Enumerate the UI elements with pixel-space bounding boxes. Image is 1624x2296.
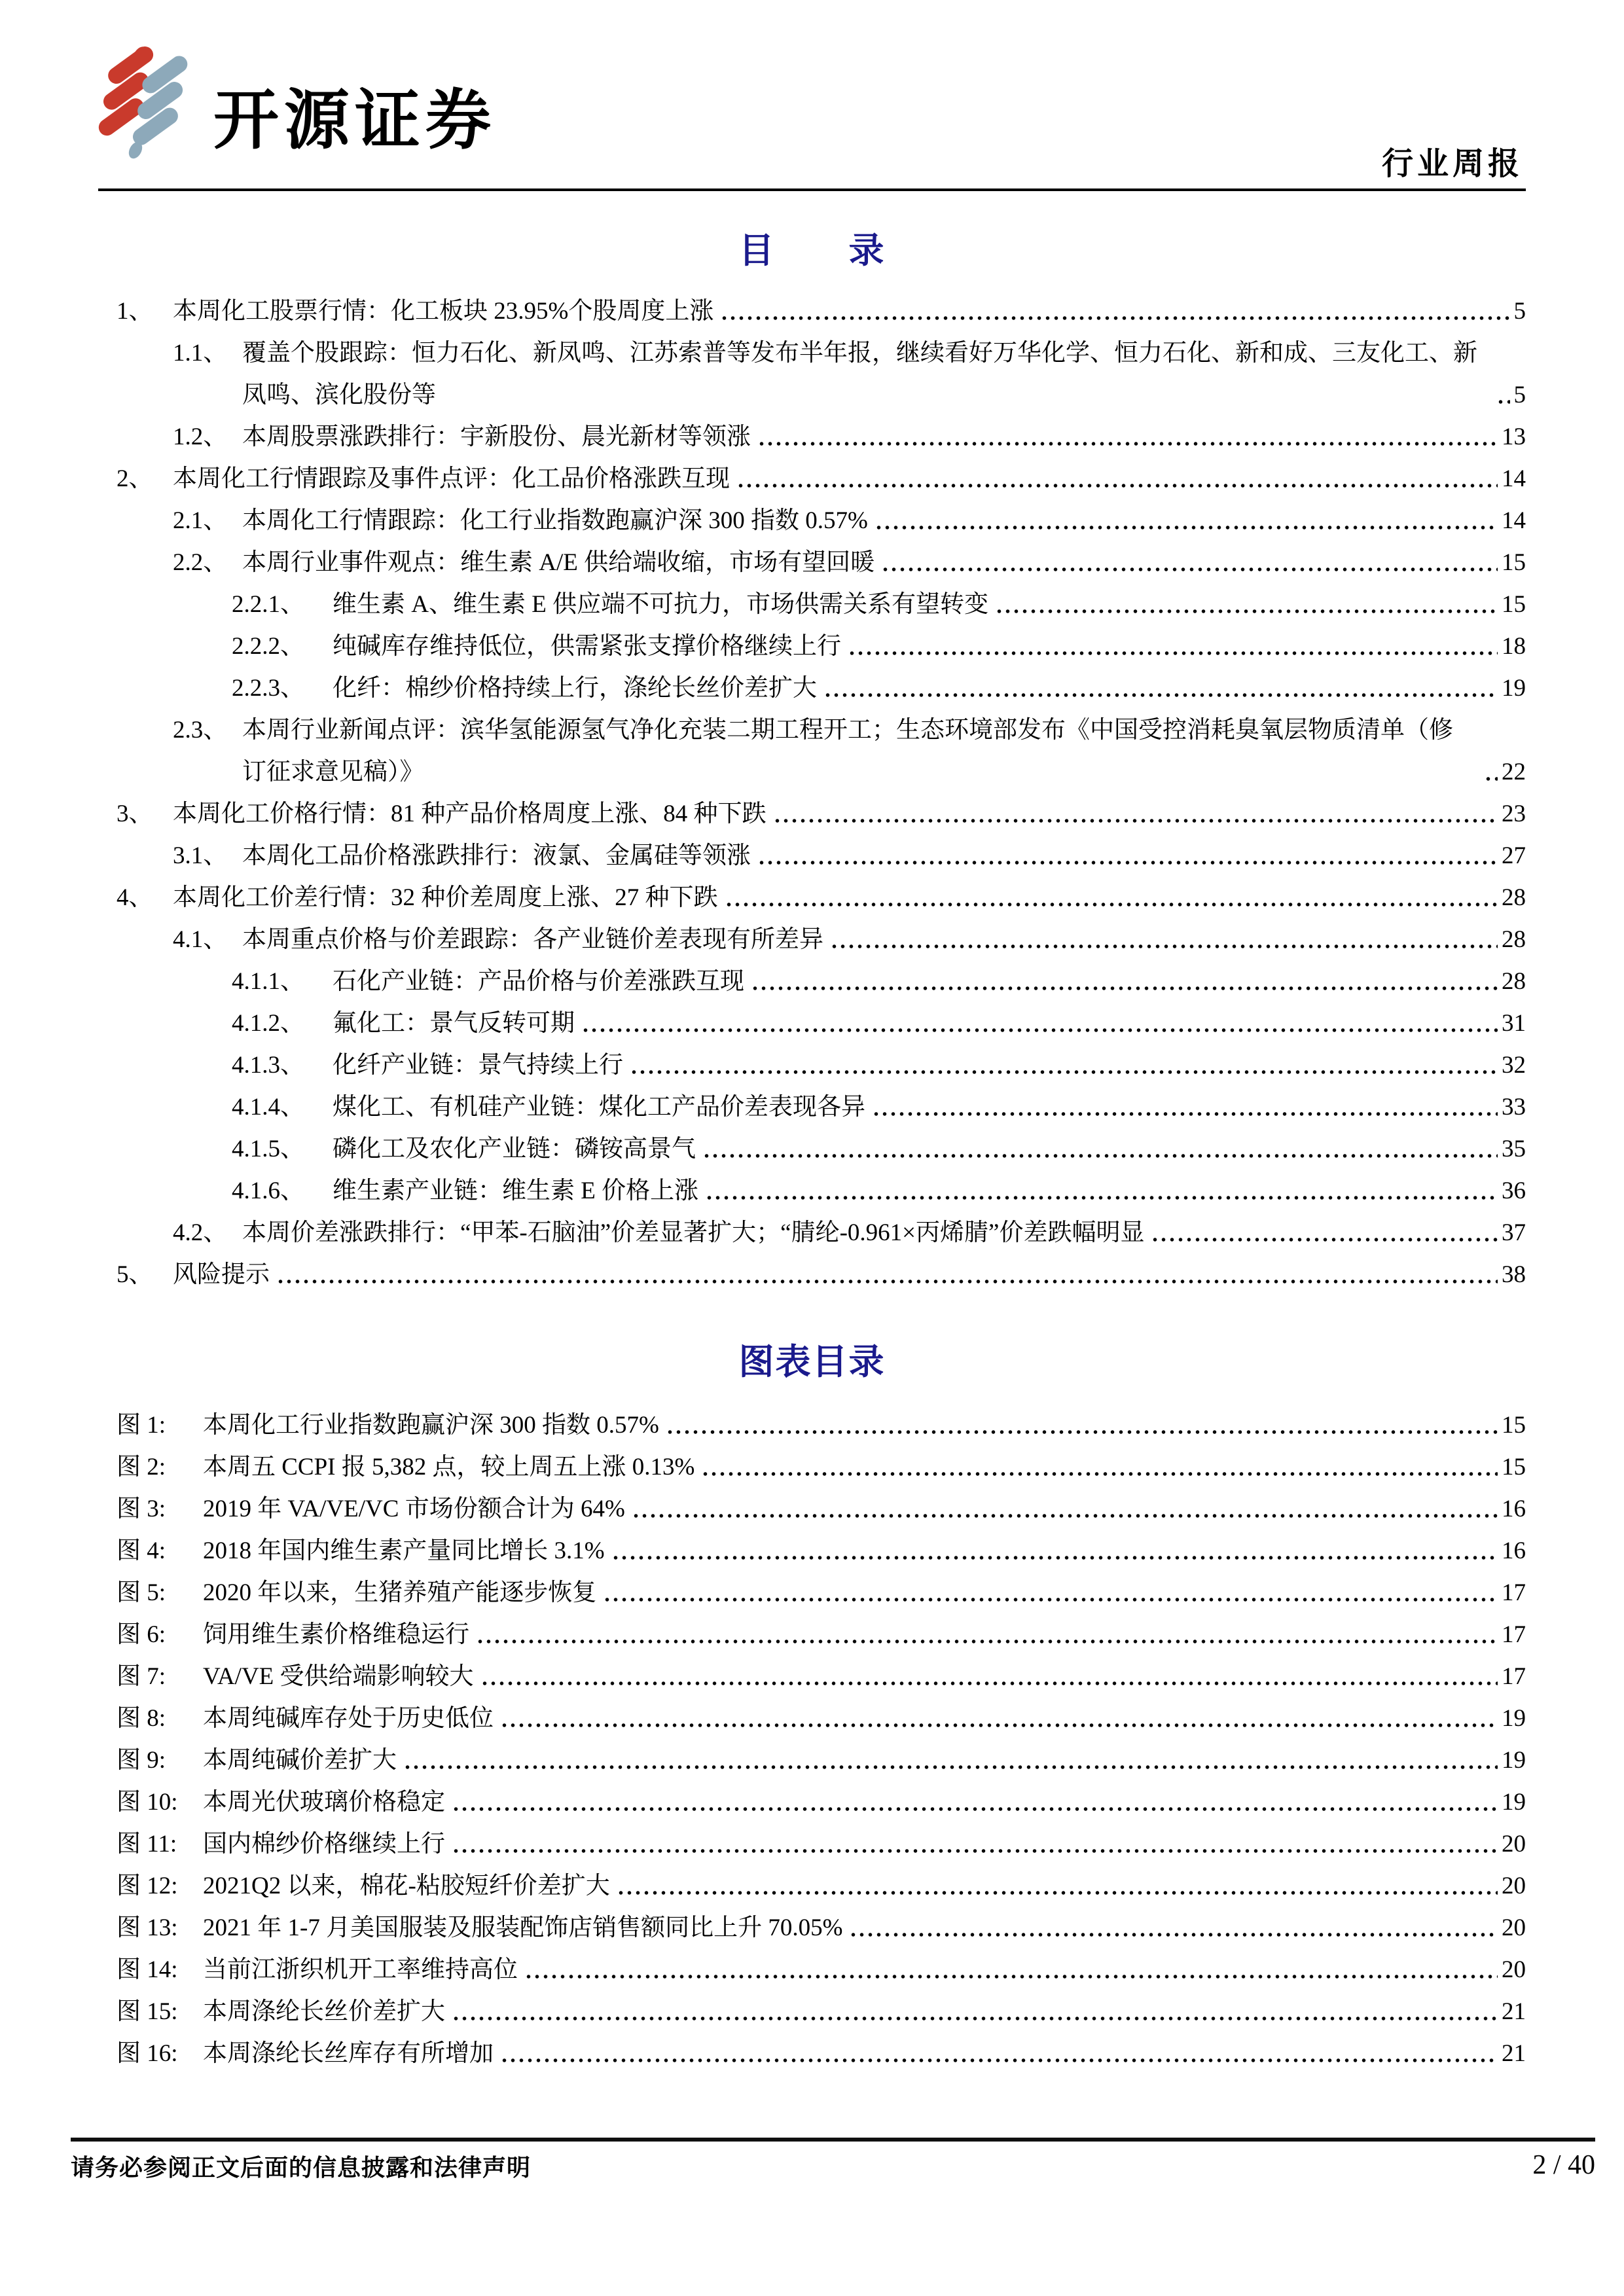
toc-entry-number: 4.1.6、 (232, 1177, 304, 1204)
toc-entry-page: 14 (1502, 507, 1526, 534)
toc-entry-page: 35 (1502, 1136, 1526, 1162)
toc-entry-number: 图 1: (117, 1412, 166, 1439)
toc-entry[interactable] (117, 1656, 1526, 1698)
toc-entry[interactable] (117, 1907, 1526, 1949)
dot-leader (757, 416, 1498, 458)
toc-entry[interactable] (117, 1405, 1526, 1446)
dot-leader (611, 1530, 1498, 1572)
toc-entry[interactable] (117, 1823, 1526, 1865)
toc-entry-number: 4.1.5、 (232, 1136, 304, 1162)
toc-entry-page: 13 (1502, 423, 1526, 450)
toc-entry-title: 本周光伏玻璃价格稳定 (203, 1789, 445, 1816)
toc-entry-title: 2020 年以来，生猪养殖产能逐步恢复 (203, 1579, 597, 1606)
dot-leader (757, 835, 1498, 877)
toc-entry-page: 28 (1502, 926, 1526, 953)
toc-entry-number: 5、 (117, 1261, 153, 1288)
toc-entry-number: 4.1.4、 (232, 1094, 304, 1121)
toc-entry-number: 4、 (117, 884, 153, 911)
toc-entry-number: 4.2、 (173, 1219, 228, 1246)
toc-entry-number: 4.1.3、 (232, 1052, 304, 1079)
dot-leader (603, 1572, 1498, 1614)
toc-entry-title: 维生素 A、维生素 E 供应端不可抗力，市场供需关系有望转变 (333, 591, 989, 618)
dot-leader (701, 1446, 1498, 1488)
toc-entry-page: 14 (1502, 465, 1526, 492)
toc-entry-page: 22 (1502, 759, 1526, 785)
dot-leader (736, 458, 1498, 500)
toc-entry-number: 图 3: (117, 1496, 166, 1522)
toc-entry-title: 煤化工、有机硅产业链：煤化工产品价差表现各异 (333, 1094, 865, 1121)
toc-entry-title: 本周化工股票行情：化工板块 23.95%个股周度上涨 (173, 298, 714, 325)
toc-entry-page: 5 (1513, 382, 1526, 408)
toc-entry[interactable] (117, 1614, 1526, 1656)
toc-entry-title: 本周化工价差行情：32 种价差周度上涨、27 种下跌 (173, 884, 718, 911)
figures-list (98, 1405, 1526, 2075)
toc-list (98, 291, 1526, 1296)
toc-entry-page: 38 (1502, 1261, 1526, 1288)
dot-leader (452, 1782, 1498, 1823)
toc-entry-page: 20 (1502, 1873, 1526, 1899)
toc-entry-title: 2021 年 1-7 月美国服装及服装配饰店销售额同比上升 70.05% (203, 1914, 843, 1941)
wheat-sheaf-icon (94, 42, 200, 160)
brand-name: 开源证券 (213, 84, 496, 157)
toc-entry-title: 维生素产业链：维生素 E 价格上涨 (333, 1177, 699, 1204)
toc-entry-number: 4.1.2、 (232, 1010, 304, 1037)
dot-leader (751, 961, 1498, 1003)
dot-leader (632, 1488, 1498, 1530)
toc-entry-title: 磷化工及农化产业链：磷铵高景气 (333, 1136, 696, 1162)
toc-entry[interactable] (117, 1865, 1526, 1907)
toc-entry[interactable] (117, 500, 1526, 542)
page-number: 2 / 40 (1532, 2150, 1595, 2180)
toc-entry-number: 图 7: (117, 1663, 166, 1690)
toc-entry-number: 2.1、 (173, 507, 228, 534)
dot-leader (773, 793, 1498, 835)
toc-entry[interactable] (117, 709, 1526, 793)
toc-entry[interactable] (117, 919, 1526, 961)
toc-entry-number: 图 10: (117, 1789, 178, 1816)
toc-entry-number: 2.2.1、 (232, 591, 304, 618)
toc-entry-page: 20 (1502, 1956, 1526, 1983)
toc-entry-number: 图 14: (117, 1956, 178, 1983)
toc-entry-page: 17 (1502, 1579, 1526, 1606)
toc-entry-number: 图 5: (117, 1579, 166, 1606)
dot-leader (500, 2033, 1498, 2075)
toc-entry[interactable] (117, 1170, 1526, 1212)
toc-entry-title: 本周化工品价格涨跌排行：液氯、金属硅等领涨 (242, 842, 751, 869)
toc-entry[interactable] (117, 1212, 1526, 1254)
toc-entry-title: 覆盖个股跟踪：恒力石化、新凤鸣、江苏索普等发布半年报，继续看好万华化学、恒力石化、新和成、三友化工、新凤鸣、滨化股份等 (242, 340, 1477, 408)
page-header (98, 0, 1526, 191)
toc-entry[interactable] (117, 626, 1526, 668)
toc-entry-number: 4.1、 (173, 926, 228, 953)
toc-entry-number: 2、 (117, 465, 153, 492)
toc-entry-page: 19 (1502, 1705, 1526, 1732)
toc-entry[interactable] (117, 1572, 1526, 1614)
dot-leader (875, 500, 1498, 542)
toc-entry-page: 36 (1502, 1177, 1526, 1204)
toc-entry-title: 本周化工行业指数跑赢沪深 300 指数 0.57% (203, 1412, 659, 1439)
toc-entry-page: 31 (1502, 1010, 1526, 1037)
toc-entry-number: 图 11: (117, 1831, 177, 1857)
toc-entry[interactable] (117, 1254, 1526, 1296)
toc-entry-page: 32 (1502, 1052, 1526, 1079)
dot-leader (702, 1128, 1498, 1170)
toc-entry[interactable] (117, 2033, 1526, 2075)
toc-entry-title: 化纤产业链：景气持续上行 (333, 1052, 623, 1079)
dot-leader (1484, 751, 1498, 793)
toc-entry[interactable] (117, 458, 1526, 500)
dot-leader (1151, 1212, 1498, 1254)
toc-entry-page: 16 (1502, 1537, 1526, 1564)
toc-entry-title: 石化产业链：产品价格与价差涨跌互现 (333, 968, 744, 995)
toc-entry[interactable] (117, 1782, 1526, 1823)
dot-leader (881, 542, 1498, 584)
dot-leader (849, 1907, 1498, 1949)
toc-entry-title: 2019 年 VA/VE/VC 市场份额合计为 64% (203, 1496, 625, 1522)
toc-entry-number: 图 9: (117, 1747, 166, 1774)
toc-entry-page: 5 (1513, 298, 1526, 325)
dot-leader (581, 1003, 1498, 1045)
brand-logo (94, 42, 496, 160)
toc-entry[interactable] (117, 416, 1526, 458)
toc-entry[interactable] (117, 961, 1526, 1003)
toc-entry[interactable] (117, 1488, 1526, 1530)
toc-entry-number: 2.2.2、 (232, 633, 304, 660)
toc-entry[interactable] (117, 1128, 1526, 1170)
dot-leader (630, 1045, 1498, 1086)
toc-entry-title: 国内棉纱价格继续上行 (203, 1831, 445, 1857)
toc-entry-page: 20 (1502, 1831, 1526, 1857)
toc-entry-title: 风险提示 (173, 1261, 270, 1288)
toc-entry-number: 图 6: (117, 1621, 166, 1648)
toc-entry[interactable] (117, 793, 1526, 835)
toc-entry-number: 1.2、 (173, 423, 228, 450)
toc-entry[interactable] (117, 1446, 1526, 1488)
footer-disclaimer: 请务必参阅正文后面的信息披露和法律声明 (71, 2155, 532, 2181)
toc-entry-page: 19 (1502, 675, 1526, 702)
toc-entry[interactable] (117, 1530, 1526, 1572)
toc-entry-page: 15 (1502, 591, 1526, 618)
toc-entry-title: 氟化工：景气反转可期 (333, 1010, 575, 1037)
toc-entry-title: 本周化工价格行情：81 种产品价格周度上涨、84 种下跌 (173, 800, 767, 827)
toc-entry-page: 15 (1502, 1454, 1526, 1480)
toc-entry-page: 27 (1502, 842, 1526, 869)
dot-leader (830, 919, 1498, 961)
toc-entry-page: 19 (1502, 1747, 1526, 1774)
toc-entry[interactable] (117, 668, 1526, 709)
toc-entry-page: 16 (1502, 1496, 1526, 1522)
toc-entry[interactable] (117, 1949, 1526, 1991)
toc-entry-title: 本周纯碱库存处于历史低位 (203, 1705, 494, 1732)
toc-entry-number: 图 12: (117, 1873, 178, 1899)
toc-entry-number: 2.3、 (173, 717, 228, 744)
report-type-label: 行业周报 (1381, 147, 1523, 181)
toc-entry-title: 化纤：棉纱价格持续上行，涤纶长丝价差扩大 (333, 675, 817, 702)
toc-entry-page: 28 (1502, 968, 1526, 995)
toc-entry-title: 本周行业事件观点：维生素 A/E 供给端收缩，市场有望回暖 (242, 549, 875, 576)
toc-entry-page: 21 (1502, 2040, 1526, 2067)
dot-leader (995, 584, 1498, 626)
toc-entry-page: 28 (1502, 884, 1526, 911)
toc-entry[interactable] (117, 1740, 1526, 1782)
dot-leader (705, 1170, 1498, 1212)
toc-entry-number: 1.1、 (173, 340, 228, 367)
toc-entry-page: 19 (1502, 1789, 1526, 1816)
toc-entry-number: 2.2.3、 (232, 675, 304, 702)
toc-entry-number: 图 4: (117, 1537, 166, 1564)
toc-entry-page: 20 (1502, 1914, 1526, 1941)
toc-entry-title: 本周重点价格与价差跟踪：各产业链价差表现有所差异 (242, 926, 823, 953)
toc-entry-title: 纯碱库存维持低位，供需紧张支撑价格继续上行 (333, 633, 841, 660)
dot-leader (524, 1949, 1498, 1991)
toc-entry[interactable] (117, 877, 1526, 919)
toc-entry[interactable] (117, 1045, 1526, 1086)
toc-entry[interactable] (117, 291, 1526, 332)
dot-leader (480, 1656, 1498, 1698)
toc-entry-page: 15 (1502, 549, 1526, 576)
toc-entry-number: 1、 (117, 298, 153, 325)
toc-entry[interactable] (117, 1003, 1526, 1045)
toc-entry-title: 本周涤纶长丝库存有所增加 (203, 2040, 494, 2067)
toc-entry-number: 图 8: (117, 1705, 166, 1732)
toc-entry-title: 本周价差涨跌排行：“甲苯-石脑油”价差显著扩大；“腈纶-0.961×丙烯腈”价差跌幅明显 (242, 1219, 1145, 1246)
dot-leader (452, 1991, 1498, 2033)
toc-entry-page: 15 (1502, 1412, 1526, 1439)
dot-leader (872, 1086, 1498, 1128)
dot-leader (720, 291, 1509, 332)
toc-entry-page: 17 (1502, 1621, 1526, 1648)
dot-leader (452, 1823, 1498, 1865)
dot-leader (476, 1614, 1498, 1656)
toc-entry-number: 2.2、 (173, 549, 228, 576)
dot-leader (666, 1405, 1498, 1446)
toc-entry-title: 本周纯碱价差扩大 (203, 1747, 397, 1774)
toc-entry-number: 图 15: (117, 1998, 178, 2025)
dot-leader (1496, 374, 1510, 416)
toc-entry-number: 图 2: (117, 1454, 166, 1480)
toc-entry-title: 2018 年国内维生素产量同比增长 3.1% (203, 1537, 605, 1564)
toc-entry[interactable] (117, 1086, 1526, 1128)
toc-title: 目 录 (738, 231, 886, 270)
toc-entry-page: 33 (1502, 1094, 1526, 1121)
toc-entry-number: 4.1.1、 (232, 968, 304, 995)
toc-entry-title: 2021Q2 以来，棉花-粘胶短纤价差扩大 (203, 1873, 610, 1899)
toc-entry-title: 本周化工行情跟踪及事件点评：化工品价格涨跌互现 (173, 465, 730, 492)
toc-entry[interactable] (117, 584, 1526, 626)
toc-entry-title: VA/VE 受供给端影响较大 (203, 1663, 474, 1690)
toc-entry-title: 本周五 CCPI 报 5,382 点，较上周五上涨 0.13% (203, 1454, 695, 1480)
toc-entry[interactable] (117, 542, 1526, 584)
dot-leader (725, 877, 1498, 919)
dot-leader (848, 626, 1498, 668)
toc-entry[interactable] (117, 1991, 1526, 2033)
toc-entry-number: 图 16: (117, 2040, 178, 2067)
figures-title: 图表目录 (738, 1342, 886, 1382)
toc-entry[interactable] (117, 1698, 1526, 1740)
toc-entry-title: 本周股票涨跌排行：宇新股份、晨光新材等领涨 (242, 423, 751, 450)
toc-entry[interactable] (117, 332, 1526, 416)
toc-entry-page: 21 (1502, 1998, 1526, 2025)
dot-leader (276, 1254, 1498, 1296)
toc-entry-number: 3、 (117, 800, 153, 827)
toc-entry-title: 本周行业新闻点评：滨华氢能源氢气净化充装二期工程开工；生态环境部发布《中国受控消耗臭氧层物质清单（修订征求意见稿）》 (242, 717, 1453, 785)
toc-entry-number: 图 13: (117, 1914, 178, 1941)
toc-entry-title: 本周化工行情跟踪：化工行业指数跑赢沪深 300 指数 0.57% (242, 507, 868, 534)
dot-leader (500, 1698, 1498, 1740)
toc-entry-page: 17 (1502, 1663, 1526, 1690)
toc-entry-page: 18 (1502, 633, 1526, 660)
toc-entry[interactable] (117, 835, 1526, 877)
toc-entry-title: 饲用维生素价格维稳运行 (203, 1621, 469, 1648)
dot-leader (823, 668, 1498, 709)
toc-entry-page: 37 (1502, 1219, 1526, 1246)
dot-leader (617, 1865, 1498, 1907)
toc-entry-page: 23 (1502, 800, 1526, 827)
toc-entry-number: 3.1、 (173, 842, 228, 869)
toc-entry-title: 当前江浙织机开工率维持高位 (203, 1956, 518, 1983)
toc-entry-title: 本周涤纶长丝价差扩大 (203, 1998, 445, 2025)
dot-leader (403, 1740, 1498, 1782)
page-footer (71, 2138, 1595, 2183)
